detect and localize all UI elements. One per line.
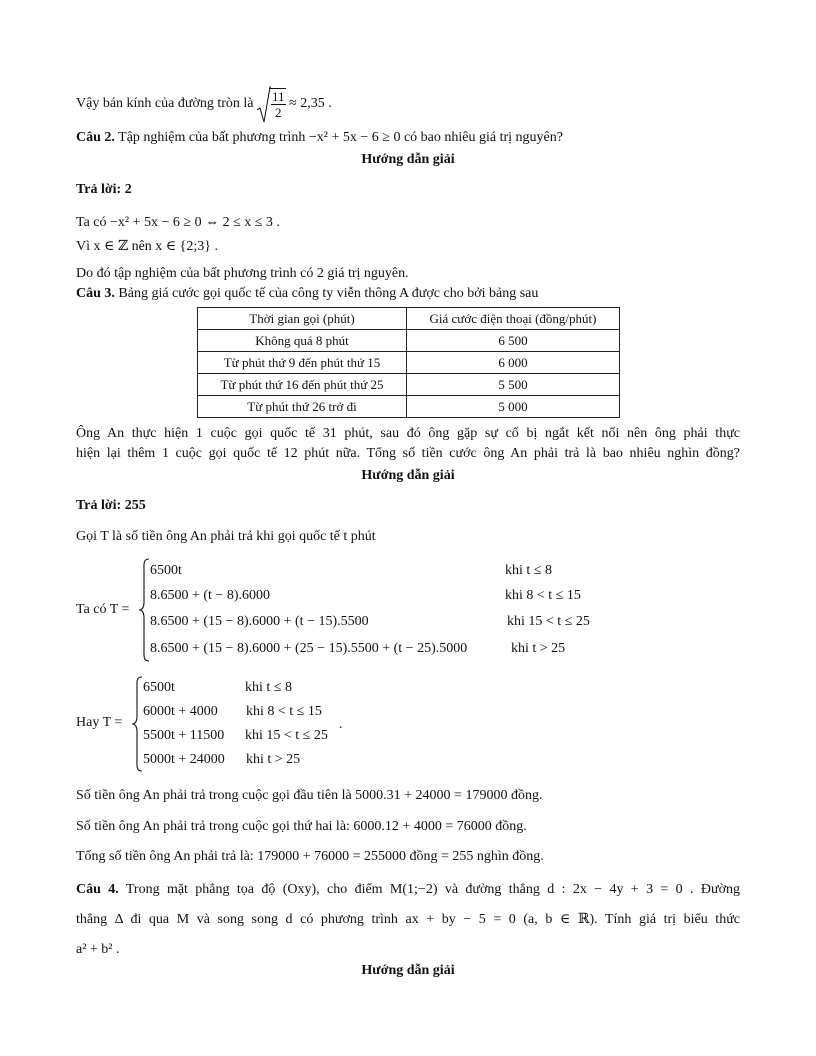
- left-brace-icon: [131, 676, 143, 772]
- sys1-expr: 8.6500 + (t − 8).6000: [150, 588, 271, 603]
- table-cell: 6 000: [407, 352, 620, 374]
- table-row: [198, 374, 620, 396]
- q3-result1: Số tiền ông An phải trả trong cuộc gọi đầu tiên là 5000.31 + 24000 = 179000 đồng.: [76, 788, 543, 803]
- q2-line2: Vì x ∈ ℤ nên x ∈ {2;3} .: [76, 239, 218, 254]
- sys1-expr: 8.6500 + (15 − 8).6000 + (25 − 15).5500 + (t − 25).5000: [150, 641, 468, 656]
- intro-approx: ≈ 2,35 .: [289, 96, 332, 112]
- sys1-expr: 8.6500 + (15 − 8).6000 + (t − 15).5500: [150, 614, 369, 629]
- q2-line1: Ta có −x² + 5x − 6 ≥ 0 ⇔ 2 ≤ x ≤ 3 .: [76, 215, 280, 230]
- sys2-cond: khi t ≤ 8: [245, 680, 292, 695]
- sys1-prefix: Ta có T =: [76, 602, 130, 617]
- q3-result3: Tổng số tiền ông An phải trả là: 179000 + 76000 = 255000 đồng = 255 nghìn đồng.: [76, 849, 544, 864]
- table-cell: Không quá 8 phút: [198, 330, 407, 352]
- table-cell: 6 500: [407, 330, 620, 352]
- sys2-end: .: [339, 717, 343, 732]
- sys2-cond: khi 15 < t ≤ 25: [245, 728, 328, 743]
- q3-result2: Số tiền ông An phải trả trong cuộc gọi thứ hai là: 6000.12 + 4000 = 76000 đồng.: [76, 819, 527, 834]
- table-row: [198, 330, 620, 352]
- q3-let: Gọi T là số tiền ông An phải trả khi gọi quốc tế t phút: [76, 529, 376, 544]
- left-brace-icon: [138, 558, 150, 662]
- intro-text: Vậy bán kính của đường tròn là: [76, 96, 254, 112]
- table-header-cell: Thời gian gọi (phút): [198, 308, 407, 330]
- sys2-expr: 6500t: [143, 680, 175, 695]
- q3-answer: Trả lời: 255: [76, 498, 146, 513]
- q2-answer: Trả lời: 2: [76, 182, 132, 197]
- fraction-denominator: 2: [275, 105, 282, 120]
- table-cell: Từ phút thứ 26 trở đi: [198, 396, 407, 418]
- q3-statement: [76, 285, 538, 303]
- q4-text-line1: Trong mặt phẳng tọa độ (Oxy), cho điểm M(1;−2) và đường thẳng d : 2x − 4y + 3 = 0 . Đường: [125, 882, 740, 897]
- sys2-expr: 5500t + 11500: [143, 728, 225, 743]
- sys1-cond: khi t > 25: [511, 641, 566, 656]
- q2-line3: Do đó tập nghiệm của bất phương trình có 2 giá trị nguyên.: [76, 266, 409, 281]
- q3-label: Câu 3.: [76, 286, 115, 301]
- q4-line2: thẳng Δ đi qua M và song song d có phương trình ax + by − 5 = 0 (a, b ∈ ℝ). Tính giá trị biểu thức: [76, 912, 740, 927]
- q2-guide-heading: Hướng dẫn giải: [361, 152, 455, 167]
- table-row: [198, 396, 620, 418]
- table-header-cell: Giá cước điện thoại (đồng/phút): [407, 308, 620, 330]
- q4-line3: a² + b² .: [76, 942, 120, 957]
- intro-line: [76, 88, 332, 120]
- q2-text: Tập nghiệm của bất phương trình −x² + 5x − 6 ≥ 0 có bao nhiêu giá trị nguyên?: [118, 130, 563, 145]
- sys1-cond: khi t ≤ 8: [505, 563, 552, 578]
- table-cell: 5 500: [407, 374, 620, 396]
- sys2-prefix: Hay T =: [76, 715, 123, 730]
- sys2-expr: 6000t + 4000: [143, 704, 218, 719]
- sys2-expr: 5000t + 24000: [143, 752, 225, 767]
- table-cell: 5 000: [407, 396, 620, 418]
- q2-label: Câu 2.: [76, 130, 115, 145]
- table-header-row: [198, 308, 620, 330]
- q2-statement: [76, 129, 563, 147]
- q4-label: Câu 4.: [76, 882, 119, 897]
- sys2-cond: khi 8 < t ≤ 15: [246, 704, 322, 719]
- q3-guide-heading: Hướng dẫn giải: [361, 468, 455, 483]
- sys1-expr: 6500t: [150, 563, 182, 578]
- q4-line1: [76, 881, 740, 899]
- table-cell: Từ phút thứ 9 đến phút thứ 15: [198, 352, 407, 374]
- q3-paragraph-line1: Ông An thực hiện 1 cuộc gọi quốc tế 31 phút, sau đó ông gặp sự cố bị ngắt kết nối nên ông phải thực: [76, 426, 740, 441]
- table-cell: Từ phút thứ 16 đến phút thứ 25: [198, 374, 407, 396]
- fraction: [271, 89, 286, 120]
- price-table: [197, 307, 620, 418]
- table-row: [198, 352, 620, 374]
- sys1-cond: khi 8 < t ≤ 15: [505, 588, 581, 603]
- q3-text: Bảng giá cước gọi quốc tế của công ty viễn thông A được cho bởi bảng sau: [118, 286, 539, 301]
- sys2-cond: khi t > 25: [246, 752, 301, 767]
- fraction-numerator: 11: [272, 89, 285, 104]
- sqrt-expression: [257, 88, 286, 120]
- sys1-cond: khi 15 < t ≤ 25: [507, 614, 590, 629]
- q3-paragraph-line2: hiện lại thêm 1 cuộc gọi quốc tế 12 phút nữa. Tổng số tiền cước ông An phải trả là bao nhiêu nghìn đồng?: [76, 446, 740, 461]
- q4-guide-heading: Hướng dẫn giải: [361, 963, 455, 978]
